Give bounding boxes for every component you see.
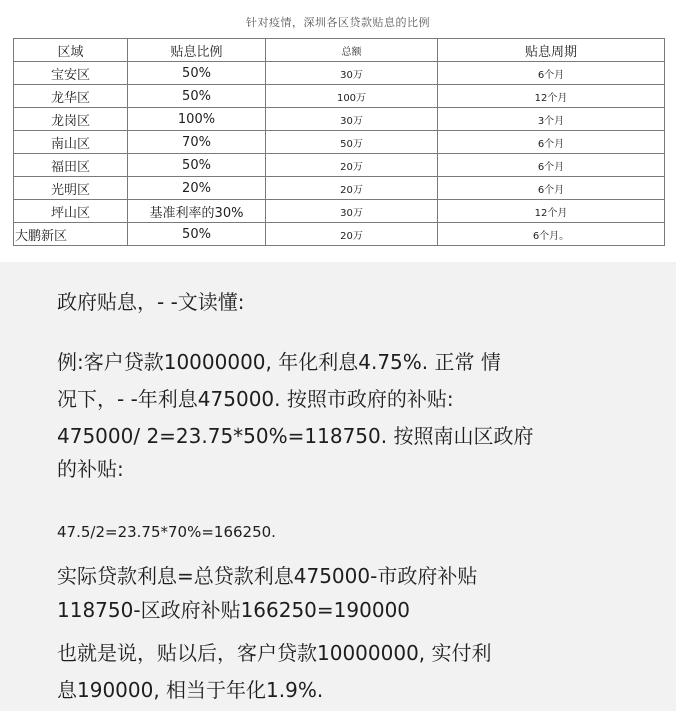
- cell-district: 龙岗区: [14, 108, 128, 131]
- cell-period: 6个月: [438, 154, 665, 177]
- table-header-row: [14, 39, 665, 62]
- cell-period: 12个月: [438, 200, 665, 223]
- cell-period: 12个月: [438, 85, 665, 108]
- cell-total: 50万: [266, 131, 438, 154]
- table-row: [14, 200, 665, 223]
- example-line-2: 况下，- -年利息475000. 按照市政府的补贴:: [57, 387, 454, 411]
- table-title: 针对疫情，深圳各区贷款贴息的比例: [246, 16, 430, 29]
- cell-ratio: 50%: [128, 154, 266, 177]
- cell-ratio: 50%: [128, 85, 266, 108]
- table-row: [14, 154, 665, 177]
- header-period: 贴息周期: [438, 39, 665, 62]
- cell-district: 福田区: [14, 154, 128, 177]
- conclusion-line-2: 息190000, 相当于年化1.9%.: [57, 678, 324, 702]
- cell-total: 20万: [266, 177, 438, 200]
- explanation-heading: 政府贴息，- -文读懂:: [57, 290, 245, 314]
- header-total: 总额: [266, 39, 438, 62]
- cell-total: 20万: [266, 154, 438, 177]
- table-row: [14, 62, 665, 85]
- cell-district: 光明区: [14, 177, 128, 200]
- header-ratio: 贴息比例: [128, 39, 266, 62]
- cell-district: 大鹏新区: [14, 223, 128, 246]
- subsidy-table: [13, 38, 665, 246]
- table-row: [14, 131, 665, 154]
- header-district: 区域: [14, 39, 128, 62]
- table-row: [14, 223, 665, 246]
- example-line-4: 的补贴:: [57, 457, 124, 481]
- cell-district: 宝安区: [14, 62, 128, 85]
- cell-ratio: 70%: [128, 131, 266, 154]
- cell-ratio: 50%: [128, 62, 266, 85]
- example-line-3: 475000/ 2=23.75*50%=118750. 按照南山区政府: [57, 424, 534, 448]
- cell-ratio: 100%: [128, 108, 266, 131]
- cell-total: 30万: [266, 200, 438, 223]
- cell-total: 20万: [266, 223, 438, 246]
- cell-period: 6个月: [438, 177, 665, 200]
- example-line-1: 例:客户贷款10000000, 年化利息4.75%. 正常 情: [57, 350, 501, 374]
- cell-period: 6个月: [438, 131, 665, 154]
- cell-total: 100万: [266, 85, 438, 108]
- table-row: [14, 85, 665, 108]
- calculation-line: 47.5/2=23.75*70%=166250.: [57, 523, 276, 541]
- cell-ratio: 50%: [128, 223, 266, 246]
- table-row: [14, 177, 665, 200]
- conclusion-line-1: 也就是说，贴以后，客户贷款10000000, 实付利: [57, 641, 492, 665]
- actual-interest-line-2: 118750-区政府补贴166250=190000: [57, 598, 411, 622]
- cell-period: 3个月: [438, 108, 665, 131]
- actual-interest-line-1: 实际贷款利息=总贷款利息475000-市政府补贴: [57, 564, 478, 588]
- subsidy-table-section: [0, 0, 676, 256]
- cell-district: 龙华区: [14, 85, 128, 108]
- cell-district: 南山区: [14, 131, 128, 154]
- cell-ratio: 基准利率的30%: [128, 200, 266, 223]
- cell-period: 6个月。: [438, 223, 665, 246]
- cell-total: 30万: [266, 62, 438, 85]
- cell-district: 坪山区: [14, 200, 128, 223]
- explanation-section: [0, 262, 676, 711]
- cell-period: 6个月: [438, 62, 665, 85]
- cell-total: 30万: [266, 108, 438, 131]
- cell-ratio: 20%: [128, 177, 266, 200]
- table-row: [14, 108, 665, 131]
